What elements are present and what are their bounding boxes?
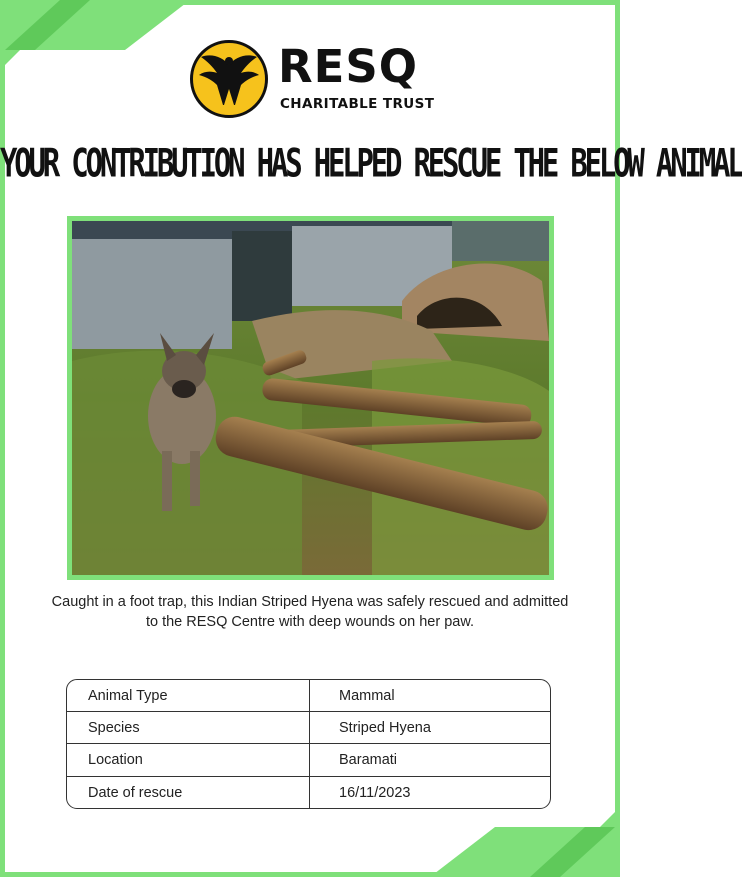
table-row-date-of-rescue — [67, 777, 550, 809]
row-label: Species — [67, 712, 310, 743]
row-value: Baramati — [339, 751, 398, 768]
corner-decoration-top-left — [0, 0, 190, 70]
row-label: Animal Type — [67, 680, 310, 711]
animal-photo-frame — [67, 216, 554, 580]
row-label: Date of rescue — [67, 777, 310, 809]
row-value: Mammal — [339, 687, 395, 704]
page-title: YOUR CONTRIBUTION HAS HELPED RESCUE THE BELOW ANIMAL — [0, 140, 742, 186]
caption-line-2: to the RESQ Centre with deep wounds on her paw. — [145, 614, 475, 630]
corner-decoration-bottom-right — [430, 807, 620, 877]
rescue-caption — [20, 592, 600, 632]
resq-logo — [190, 38, 440, 122]
hands-bird-icon — [190, 40, 268, 118]
striped-hyena-photo — [72, 221, 549, 575]
rescue-details-table — [66, 679, 551, 809]
logo-subtitle: CHARITABLE TRUST — [280, 96, 435, 112]
row-value: 16/11/2023 — [339, 784, 411, 801]
table-row-animal-type — [67, 680, 550, 712]
caption-line-1: Caught in a foot trap, this Indian Striped Hyena was safely rescued and admitted — [51, 594, 569, 610]
row-label: Location — [67, 744, 310, 775]
logo-name: RESQ — [278, 40, 419, 93]
table-row-species — [67, 712, 550, 744]
table-row-location — [67, 744, 550, 776]
row-value: Striped Hyena — [339, 719, 431, 736]
